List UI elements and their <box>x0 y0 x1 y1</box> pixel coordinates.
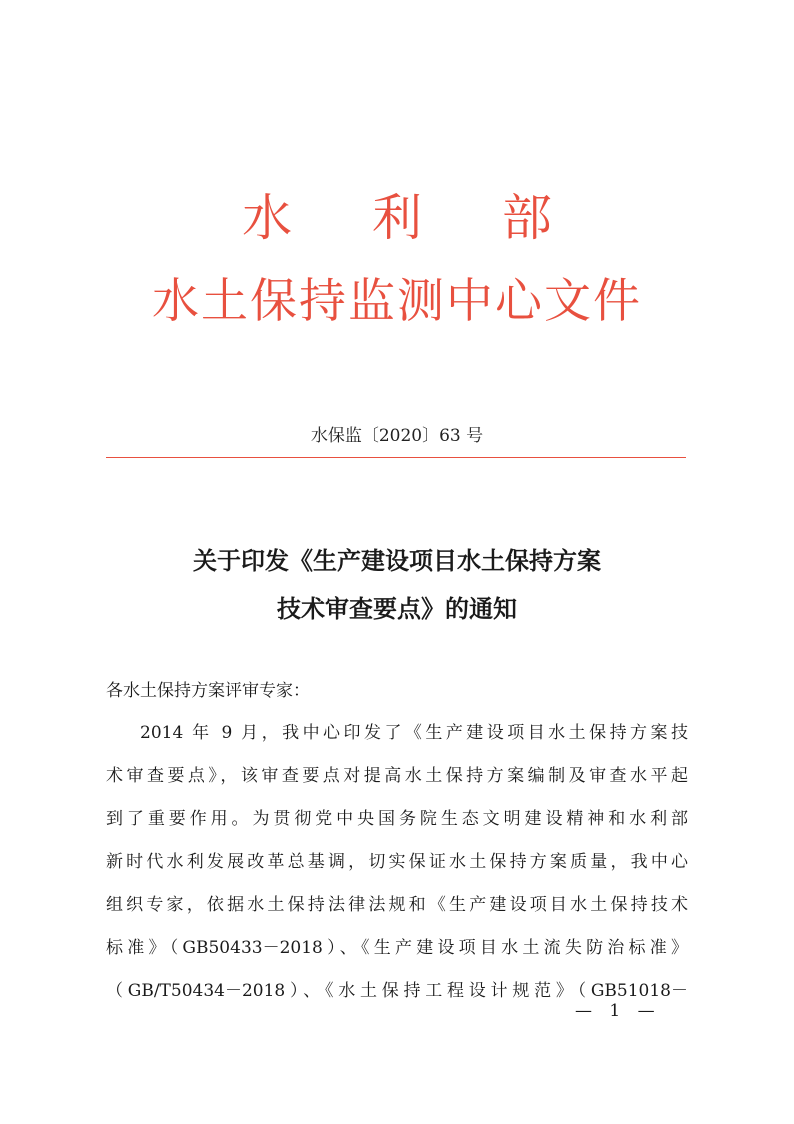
notice-title-line-1: 关于印发《生产建设项目水土保持方案 <box>193 546 601 575</box>
body-text-line: 术审查要点》，该审查要点对提高水土保持方案编制及审查水平起 <box>106 766 688 786</box>
body-text-line: 标准》（GB50433－2018）、《生产建设项目水土流失防治标准》 <box>106 938 688 958</box>
notice-title-line-2: 技术审查要点》的通知 <box>277 594 517 623</box>
body-text-line: 到了重要作用。为贯彻党中央国务院生态文明建设精神和水利部 <box>106 809 688 829</box>
document-number: 水保监〔2020〕63 号 <box>310 426 484 446</box>
body-text-line: 2014 年 9 月，我中心印发了《生产建设项目水土保持方案技 <box>140 723 688 743</box>
issuer-header-ministry: 水 利 部 <box>242 189 584 247</box>
body-text-line: 组织专家，依据水土保持法律法规和《生产建设项目水土保持技术 <box>106 895 688 915</box>
page-number: — 1 — <box>575 1001 661 1021</box>
body-text-line: （GB/T50434－2018）、《水土保持工程设计规范》（GB51018－ <box>106 981 688 1001</box>
body-text-line: 新时代水利发展改革总基调，切实保证水土保持方案质量，我中心 <box>106 852 688 872</box>
salutation: 各水土保持方案评审专家： <box>106 681 310 701</box>
issuer-header-center: 水土保持监测中心文件 <box>152 274 642 329</box>
red-separator-line <box>106 457 686 458</box>
